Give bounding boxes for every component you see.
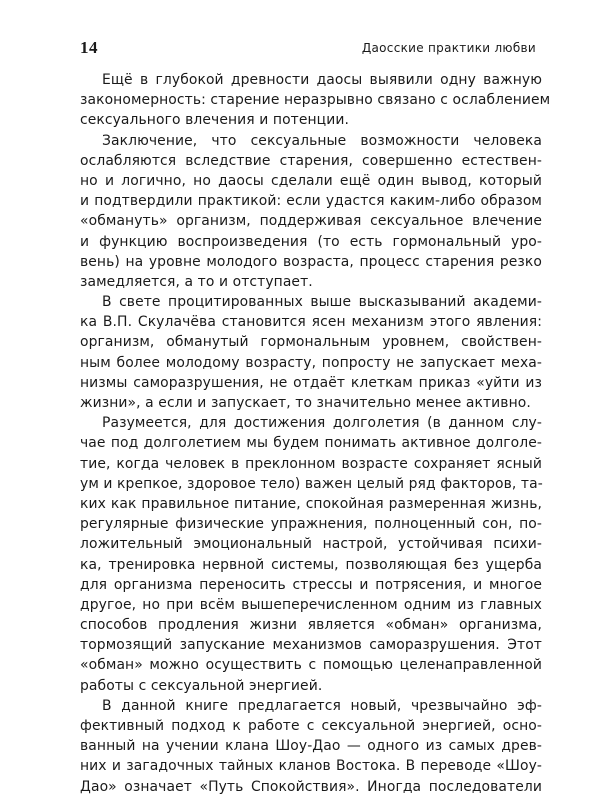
text-line: ка В.П. Скулачёва становится ясен механизм этого явления: (80, 314, 542, 331)
text-line: Дао» означает «Путь Спокойствия». Иногда последователи (80, 778, 542, 795)
body-text (80, 70, 551, 797)
text-line: вень) на уровне молодого возраста, процесс старения резко (80, 253, 542, 270)
text-line: Заключение, что сексуальные возможности человека (102, 132, 542, 149)
text-line: В свете процитированных выше высказываний академи- (102, 294, 542, 311)
text-line: чае под долголетием мы будем понимать активное долголе- (80, 435, 542, 452)
paragraph (80, 131, 542, 293)
text-line: организм, обманутый гормональным уровнем, свойствен- (80, 334, 542, 351)
text-line: В данной книге предлагается новый, чрезвычайно эф- (102, 697, 542, 714)
page-number: 14 (80, 38, 98, 57)
text-line: ложительный эмоциональный настрой, устойчивая психи- (80, 536, 542, 553)
page-header (80, 38, 536, 60)
text-line: сексуального влечения и потенции. (80, 112, 350, 129)
text-line: ослабляются вследствие старения, совершенно естествен- (80, 152, 542, 169)
text-line: ких как правильное питание, спокойная размеренная жизнь, (80, 495, 542, 512)
text-line: и функцию воспроизведения (то есть гормональный уро- (80, 233, 542, 250)
text-line: Разумеется, для достижения долголетия (в данном слу- (102, 415, 542, 432)
text-line: «обман» можно осуществить с помощью целенаправленной (80, 657, 542, 674)
text-line: закономерность: старение неразрывно связано с ослаблением (80, 92, 551, 109)
text-line: способов продления жизни является «обман» организма, (80, 617, 542, 634)
text-line: ным более молодому возрасту, попросту не запускает меха- (80, 354, 542, 371)
text-line: фективный подход к работе с сексуальной энергией, осно- (80, 718, 542, 734)
paragraph (80, 413, 542, 696)
text-line: другое, но при всём вышеперечисленном одним из главных (80, 596, 542, 613)
text-line: регулярные физические упражнения, полноценный сон, по- (80, 516, 542, 533)
text-line: ванный на учении клана Шоу-Дао — одного из самых древ- (80, 738, 542, 755)
running-title: Даосские практики любви (361, 41, 536, 55)
text-line: Ещё в глубокой древности даосы выявили одну важную (102, 72, 542, 88)
text-line: тормозящий запускание механизмов саморазрушения. Этот (80, 637, 542, 654)
text-line: низмы саморазрушения, не отдаёт клеткам приказ «уйти из (80, 374, 542, 391)
paragraph (80, 292, 542, 413)
text-line: и подтвердили практикой: если удастся каким-либо образом (80, 193, 542, 210)
text-line: ка, тренировка нервной системы, позволяющая без ущерба (80, 556, 542, 573)
text-line: замедляется, а то и отступает. (80, 273, 313, 290)
text-line: них и загадочных тайных кланов Востока. В переводе «Шоу- (80, 758, 542, 775)
text-line: «обмануть» организм, поддерживая сексуальное влечение (80, 213, 542, 230)
text-line: для организма переносить стрессы и потрясения, и многое (80, 576, 542, 593)
text-line: жизни», а если и запускает, то значительно менее активно. (80, 395, 531, 411)
text-line: тие, когда человек в преклонном возрасте сохраняет ясный (80, 455, 542, 472)
paragraph (80, 696, 542, 797)
text-line: но и логично, но даосы сделали ещё один вывод, который (80, 172, 542, 189)
text-line: работы с сексуальной энергией. (80, 677, 323, 694)
paragraph (80, 70, 551, 131)
text-line: ум и крепкое, здоровое тело) важен целый ряд факторов, та- (80, 475, 543, 492)
